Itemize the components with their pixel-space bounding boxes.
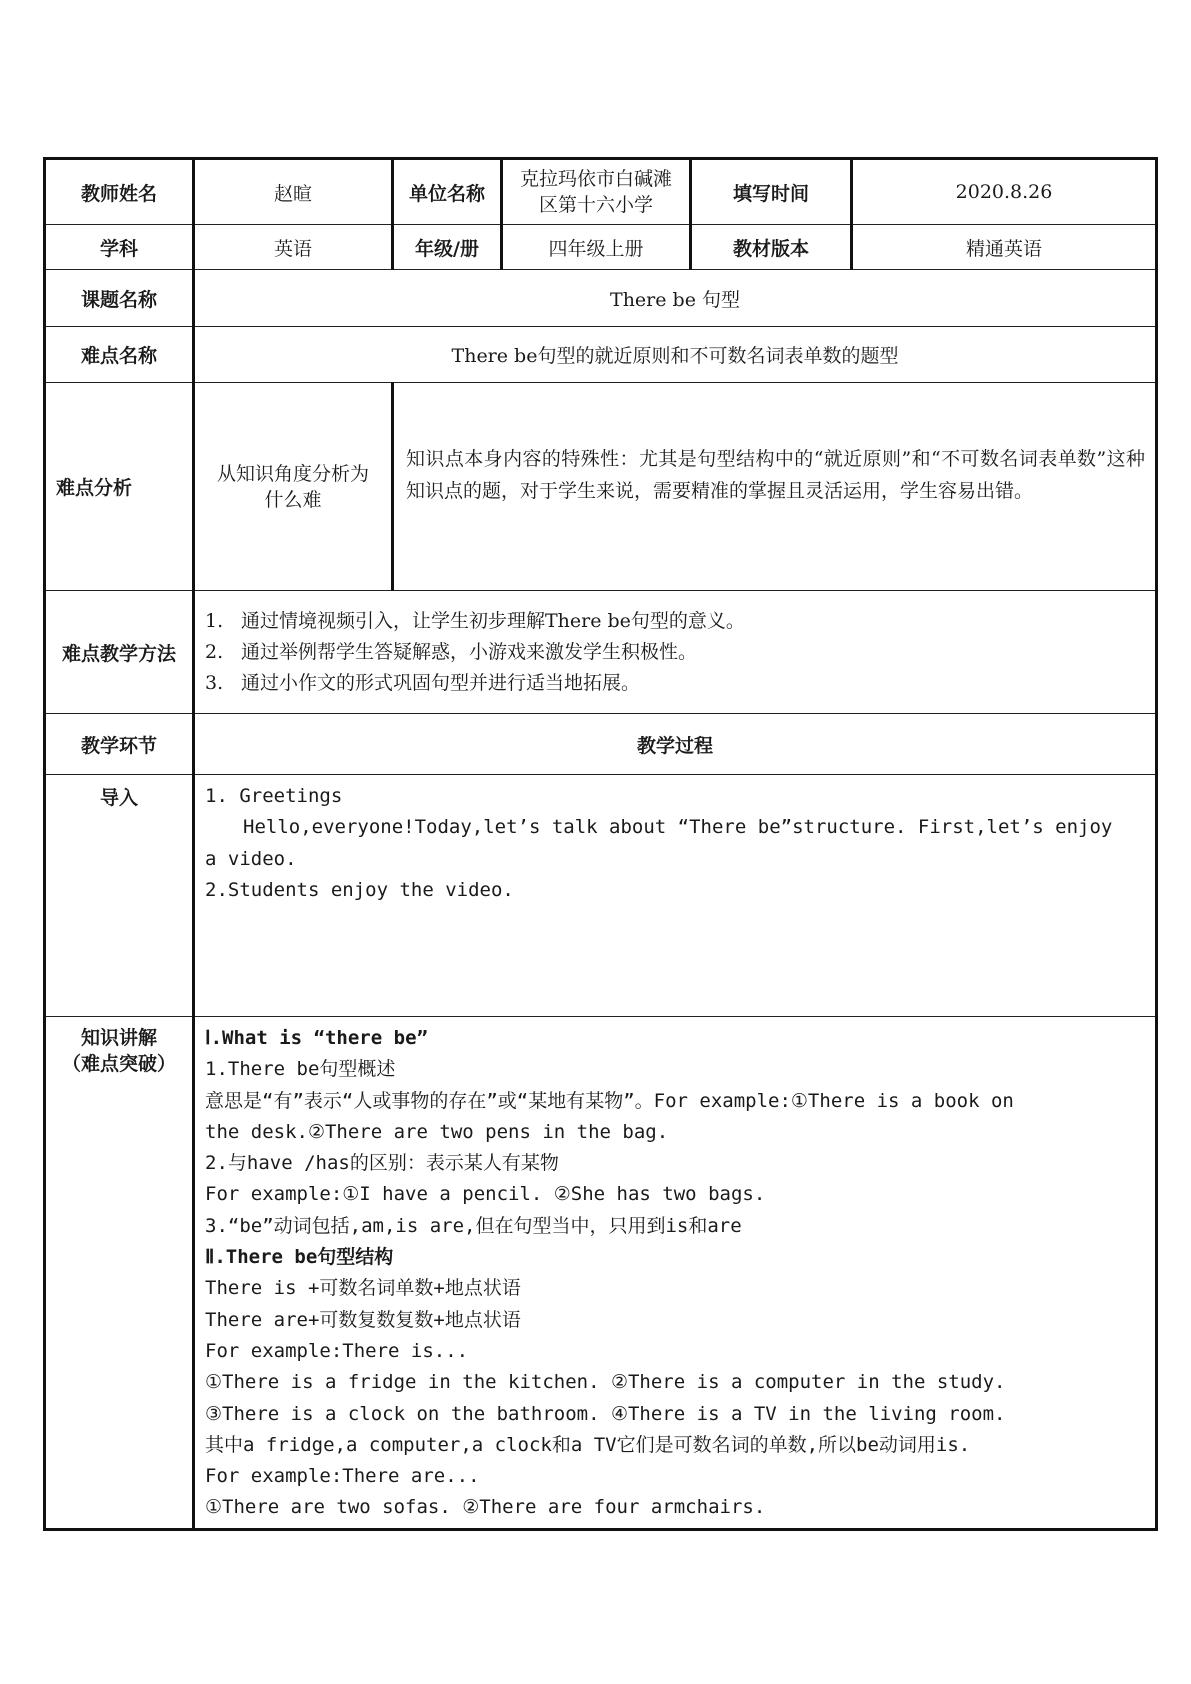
process-label: 教学过程 <box>194 714 1157 775</box>
analysis-row <box>45 383 1157 591</box>
knowledge-line: There is +可数名词单数+地点状语 <box>205 1277 521 1300</box>
knowledge-line: For example:There are... <box>205 1465 480 1488</box>
knowledge-content <box>194 1017 1157 1530</box>
grade-label: 年级/册 <box>393 225 502 270</box>
difficulty-row <box>45 327 1157 383</box>
unit-value-line-1: 克拉玛依市白碱滩 <box>519 168 672 190</box>
difficulty-value: There be句型的就近原则和不可数名词表单数的题型 <box>194 327 1157 383</box>
analysis-text: 知识点本身内容的特殊性：尤其是句型结构中的“就近原则”和“不可数名词表单数”这种知识点的题，对于学生来说，需要精准的掌握且灵活运用，学生容易出错。 <box>393 383 1157 591</box>
difficulty-label: 难点名称 <box>45 327 194 383</box>
knowledge-line: ③There is a clock on the bathroom. ④There is a TV in the living room. <box>205 1402 1006 1425</box>
knowledge-line: the desk.②There are two pens in the bag. <box>205 1120 669 1143</box>
intro-line: a video. <box>205 847 297 870</box>
knowledge-heading: Ⅱ.There be句型结构 <box>205 1246 394 1269</box>
method-item-number: 3. <box>205 671 224 694</box>
knowledge-line: For example:There is... <box>205 1339 469 1362</box>
intro-line: 1. Greetings <box>205 785 343 807</box>
intro-line: Hello,everyone!Today,let’s talk about “There be”structure. First,let’s enjoy <box>243 816 1113 839</box>
methods-list <box>194 591 1157 714</box>
teacher-value: 赵暄 <box>194 159 393 225</box>
knowledge-line: 其中a fridge,a computer,a clock和a TV它们是可数名词的单数,所以be动词用is. <box>205 1433 971 1456</box>
intro-label: 导入 <box>45 775 194 1017</box>
knowledge-heading: Ⅰ.What is “there be” <box>205 1027 428 1049</box>
knowledge-label <box>45 1017 194 1530</box>
subject-value: 英语 <box>194 225 393 270</box>
methods-row <box>45 591 1157 714</box>
knowledge-label-line-2: （难点突破） <box>61 1053 176 1075</box>
methods-label: 难点教学方法 <box>45 591 194 714</box>
knowledge-line: ①There is a fridge in the kitchen. ②There is a computer in the study. <box>205 1371 1006 1394</box>
intro-line: 2.Students enjoy the video. <box>205 878 514 901</box>
header-row-1 <box>45 159 1157 225</box>
unit-value-line-2: 区第十六小学 <box>538 194 653 216</box>
intro-content <box>194 775 1157 1017</box>
method-item <box>205 668 1145 699</box>
stage-label: 教学环节 <box>45 714 194 775</box>
lesson-plan-document <box>43 157 1155 1531</box>
lesson-plan-table <box>43 157 1158 1531</box>
analysis-sub-label-line-2: 什么难 <box>264 488 322 511</box>
analysis-label: 难点分析 <box>45 383 194 591</box>
knowledge-row <box>45 1017 1157 1530</box>
topic-value: There be 句型 <box>194 270 1157 327</box>
knowledge-line: For example:①I have a pencil. ②She has two bags. <box>205 1183 766 1206</box>
edition-value: 精通英语 <box>852 225 1157 270</box>
topic-label: 课题名称 <box>45 270 194 327</box>
grade-value: 四年级上册 <box>502 225 691 270</box>
date-value: 2020.8.26 <box>852 159 1157 225</box>
method-item-text: 通过小作文的形式巩固句型并进行适当地拓展。 <box>241 671 641 694</box>
method-item-number: 2. <box>205 640 224 663</box>
method-item <box>205 606 1145 637</box>
subject-label: 学科 <box>45 225 194 270</box>
edition-label: 教材版本 <box>691 225 852 270</box>
method-item-text: 通过情境视频引入，让学生初步理解There be句型的意义。 <box>241 609 745 632</box>
analysis-sub-label-line-1: 从知识角度分析为 <box>216 462 369 485</box>
teacher-label: 教师姓名 <box>45 159 194 225</box>
topic-row <box>45 270 1157 327</box>
knowledge-line: There are+可数复数复数+地点状语 <box>205 1308 521 1331</box>
knowledge-line: 2.与have /has的区别：表示某人有某物 <box>205 1152 559 1175</box>
unit-value <box>502 159 691 225</box>
knowledge-label-line-1: 知识讲解 <box>80 1027 157 1049</box>
knowledge-line: 意思是“有”表示“人或事物的存在”或“某地有某物”。For example:①There is a book on <box>205 1089 1014 1112</box>
date-label: 填写时间 <box>691 159 852 225</box>
knowledge-line: 1.There be句型概述 <box>205 1058 396 1081</box>
unit-label: 单位名称 <box>393 159 502 225</box>
knowledge-line: ①There are two sofas. ②There are four armchairs. <box>205 1496 766 1519</box>
analysis-sub-label <box>194 383 393 591</box>
method-item-number: 1. <box>205 609 224 632</box>
knowledge-line: 3.“be”动词包括,am,is are,但在句型当中，只用到is和are <box>205 1214 742 1237</box>
intro-row <box>45 775 1157 1017</box>
method-item <box>205 637 1145 668</box>
header-row-2 <box>45 225 1157 270</box>
process-header-row <box>45 714 1157 775</box>
method-item-text: 通过举例帮学生答疑解惑，小游戏来激发学生积极性。 <box>241 640 698 663</box>
